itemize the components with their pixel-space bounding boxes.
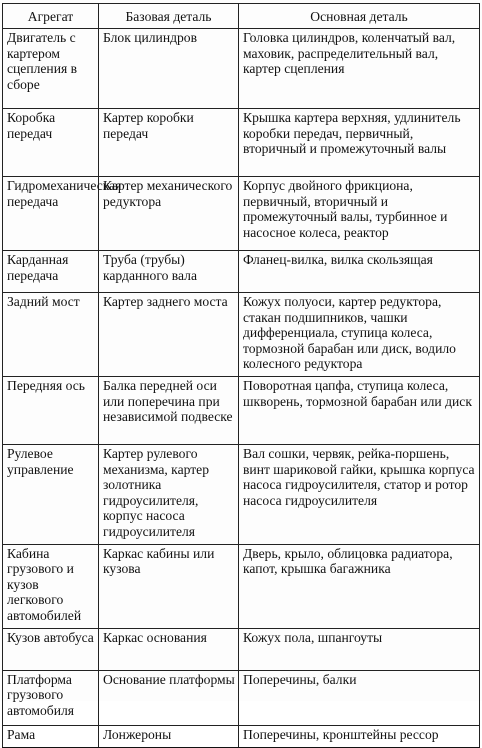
cell-main-part: Крышка картера верхняя, удлинитель коробки передач, первичный, вторичный и промежуточный валы [239,109,480,177]
cell-base-part: Картер рулевого механизма, картер золотника гидроусилителя, корпус насоса гидроусилителя [99,444,239,544]
table-row [3,376,480,444]
header-aggregate: Агрегат [3,4,99,29]
cell-main-part: Вал сошки, червяк, рейка-поршень, винт шариковой гайки, крышка корпуса насоса гидроусилителя, статор и ротор насоса гидроусилителя [239,444,480,544]
cell-main-part: Поперечины, балки [239,670,480,725]
cell-base-part: Картер заднего моста [99,293,239,377]
cell-aggregate: Платформа грузового автомобиля [3,670,99,725]
cell-aggregate: Рама [3,725,99,747]
header-main-part: Основная деталь [239,4,480,29]
cell-base-part: Каркас кабины или кузова [99,544,239,628]
table-row [3,670,480,725]
table-row [3,725,480,747]
table-header-row [3,4,480,29]
cell-aggregate: Рулевое управление [3,444,99,544]
cell-aggregate: Кабина грузового и кузов легкового автомобилей [3,544,99,628]
cell-aggregate: Двигатель с картером сцепления в сборе [3,29,99,109]
cell-base-part: Блок цилиндров [99,29,239,109]
table-row [3,293,480,377]
cell-main-part: Поперечины, кронштейны рессор [239,725,480,747]
cell-main-part: Дверь, крыло, облицовка радиатора, капот, крышка багажника [239,544,480,628]
cell-aggregate: Карданная передача [3,251,99,293]
cell-aggregate: Передняя ось [3,376,99,444]
cell-base-part: Основание платформы [99,670,239,725]
table-row [3,109,480,177]
cell-main-part: Головка цилиндров, коленчатый вал, маховик, распределительный вал, картер сцепления [239,29,480,109]
cell-main-part: Поворотная цапфа, ступица колеса, шкворень, тормозной барабан или диск [239,376,480,444]
cell-aggregate: Коробка передач [3,109,99,177]
cell-main-part: Кожух пола, шпангоуты [239,628,480,670]
cell-base-part: Картер коробки передач [99,109,239,177]
cell-aggregate: Гидромеханическая передача [3,177,99,251]
cell-base-part: Картер механического редуктора [99,177,239,251]
table-row [3,177,480,251]
header-base-part: Базовая деталь [99,4,239,29]
table-row [3,29,480,109]
cell-aggregate: Кузов автобуса [3,628,99,670]
cell-main-part: Кожух полуоси, картер редуктора, стакан подшипников, чашки дифференциала, ступица колеса, тормозной барабан или диск, водило колесного редуктора [239,293,480,377]
parts-table [2,3,480,748]
cell-base-part: Лонжероны [99,725,239,747]
cell-base-part: Труба (трубы) карданного вала [99,251,239,293]
cell-main-part: Фланец-вилка, вилка скользящая [239,251,480,293]
table-row [3,628,480,670]
cell-aggregate: Задний мост [3,293,99,377]
table-row [3,444,480,544]
table-row [3,544,480,628]
cell-base-part: Каркас основания [99,628,239,670]
cell-main-part: Корпус двойного фрикциона, первичный, вторичный и промежуточный валы, турбинное и насосное колеса, реактор [239,177,480,251]
cell-base-part: Балка передней оси или поперечина при независимой подвеске [99,376,239,444]
table-row [3,251,480,293]
